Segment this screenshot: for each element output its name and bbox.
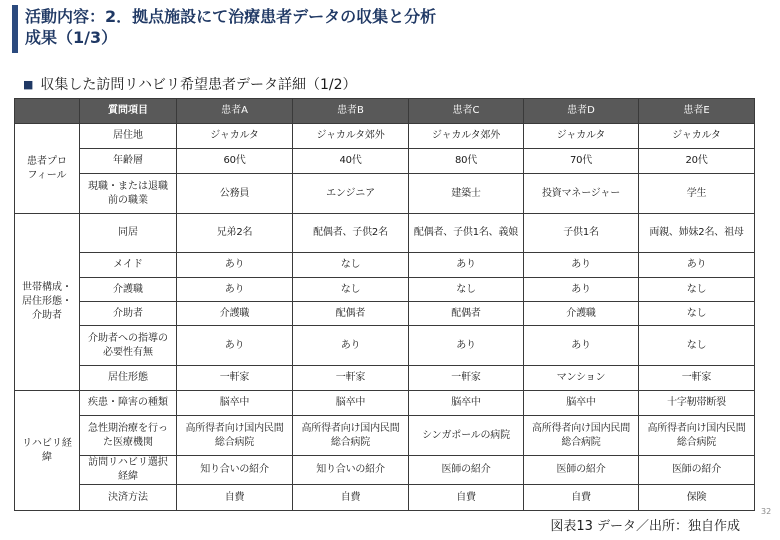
table-cell: 介護職 xyxy=(177,302,293,326)
table-cell: 70代 xyxy=(524,149,639,174)
table-row xyxy=(15,124,755,149)
table-cell: 配偶者、子供1名、義娘 xyxy=(409,214,524,253)
row-label: 介護職 xyxy=(80,278,177,302)
table-cell: 十字靭帯断裂 xyxy=(639,391,755,416)
row-label: 年齢層 xyxy=(80,149,177,174)
table-row xyxy=(15,485,755,511)
table-cell: なし xyxy=(639,278,755,302)
header-cell-category xyxy=(15,99,80,124)
table-body xyxy=(15,124,755,511)
table-cell: 医師の紹介 xyxy=(639,456,755,485)
table-header-row xyxy=(15,99,755,124)
table-cell: あり xyxy=(177,326,293,366)
table-cell: あり xyxy=(639,253,755,278)
table-cell: なし xyxy=(409,278,524,302)
row-label: 居住地 xyxy=(80,124,177,149)
table-cell: 一軒家 xyxy=(409,366,524,391)
table-cell: なし xyxy=(293,253,409,278)
table-cell: 医師の紹介 xyxy=(524,456,639,485)
section-heading-text: 収集した訪問リハビリ希望患者データ詳細（1/2） xyxy=(40,77,357,93)
table-cell: 高所得者向け国内民間 総合病院 xyxy=(524,416,639,456)
slide-title xyxy=(25,6,436,48)
table-cell: 一軒家 xyxy=(177,366,293,391)
table-cell: 脳卒中 xyxy=(524,391,639,416)
table-row xyxy=(15,366,755,391)
table-cell: 自費 xyxy=(409,485,524,511)
figure-caption: 図表13 データ／出所：独自作成 xyxy=(550,519,740,534)
table-cell: 高所得者向け国内民間 総合病院 xyxy=(177,416,293,456)
table-row xyxy=(15,253,755,278)
table-cell: 脳卒中 xyxy=(409,391,524,416)
table-cell: あり xyxy=(524,278,639,302)
table-cell: ジャカルタ郊外 xyxy=(293,124,409,149)
row-label: 急性期治療を行っ た医療機関 xyxy=(80,416,177,456)
table-row xyxy=(15,278,755,302)
title-line-2: 成果（1/3） xyxy=(25,28,118,47)
header-cell-patient: 患者D xyxy=(524,99,639,124)
table-cell: 一軒家 xyxy=(639,366,755,391)
category-cell: リハビリ経 緯 xyxy=(15,391,80,511)
table-cell: 学生 xyxy=(639,174,755,214)
table-cell: 高所得者向け国内民間 総合病院 xyxy=(639,416,755,456)
table-cell: エンジニア xyxy=(293,174,409,214)
row-label: 決済方法 xyxy=(80,485,177,511)
table-cell: 建築士 xyxy=(409,174,524,214)
table-cell: 80代 xyxy=(409,149,524,174)
table-cell: 公務員 xyxy=(177,174,293,214)
table-cell: あり xyxy=(409,326,524,366)
page-number: 32 xyxy=(761,507,772,516)
table-cell: ジャカルタ xyxy=(177,124,293,149)
table-cell: 子供1名 xyxy=(524,214,639,253)
table-cell: 高所得者向け国内民間 総合病院 xyxy=(293,416,409,456)
category-cell: 世帯構成・ 居住形態・ 介助者 xyxy=(15,214,80,391)
table-cell: 配偶者、子供2名 xyxy=(293,214,409,253)
header-cell-patient: 患者E xyxy=(639,99,755,124)
table-row xyxy=(15,302,755,326)
table-cell: ジャカルタ xyxy=(639,124,755,149)
category-cell: 患者プロ フィール xyxy=(15,124,80,214)
table-cell: 知り合いの紹介 xyxy=(293,456,409,485)
table-row xyxy=(15,416,755,456)
row-label: 介助者への指導の 必要性有無 xyxy=(80,326,177,366)
table-row xyxy=(15,326,755,366)
row-label: 疾患・障害の種類 xyxy=(80,391,177,416)
table-cell: 介護職 xyxy=(524,302,639,326)
table-row xyxy=(15,174,755,214)
title-accent-bar xyxy=(12,5,18,53)
table-cell: 60代 xyxy=(177,149,293,174)
table-cell: 自費 xyxy=(524,485,639,511)
table-cell: あり xyxy=(524,326,639,366)
table-cell: ジャカルタ xyxy=(524,124,639,149)
row-label: メイド xyxy=(80,253,177,278)
table-cell: 20代 xyxy=(639,149,755,174)
row-label: 訪問リハビリ選択 経緯 xyxy=(80,456,177,485)
header-cell-patient: 患者A xyxy=(177,99,293,124)
table-cell: あり xyxy=(177,278,293,302)
section-heading xyxy=(23,76,357,94)
row-label: 現職・または退職 前の職業 xyxy=(80,174,177,214)
table-cell: ジャカルタ郊外 xyxy=(409,124,524,149)
table-cell: あり xyxy=(177,253,293,278)
table-cell: 自費 xyxy=(177,485,293,511)
table-cell: あり xyxy=(524,253,639,278)
table-cell: なし xyxy=(639,326,755,366)
table-cell: 脳卒中 xyxy=(177,391,293,416)
table-cell: 投資マネージャー xyxy=(524,174,639,214)
title-line-1: 活動内容：2．拠点施設にて治療患者データの収集と分析 xyxy=(25,7,437,26)
row-label: 居住形態 xyxy=(80,366,177,391)
row-label: 同居 xyxy=(80,214,177,253)
table-cell: 配偶者 xyxy=(409,302,524,326)
table-cell: あり xyxy=(293,326,409,366)
table-row xyxy=(15,456,755,485)
table-cell: 40代 xyxy=(293,149,409,174)
patient-data-table xyxy=(14,98,755,511)
table-cell: シンガポールの病院 xyxy=(409,416,524,456)
header-cell-question: 質問項目 xyxy=(80,99,177,124)
table-cell: 医師の紹介 xyxy=(409,456,524,485)
table-cell: 知り合いの紹介 xyxy=(177,456,293,485)
table-cell: なし xyxy=(293,278,409,302)
table-cell: 自費 xyxy=(293,485,409,511)
table-cell: 一軒家 xyxy=(293,366,409,391)
table-cell: マンション xyxy=(524,366,639,391)
square-bullet-icon: ■ xyxy=(23,78,34,91)
table-cell: あり xyxy=(409,253,524,278)
table-cell: なし xyxy=(639,302,755,326)
row-label: 介助者 xyxy=(80,302,177,326)
table-cell: 両親、姉妹2名、祖母 xyxy=(639,214,755,253)
table-cell: 保険 xyxy=(639,485,755,511)
table-cell: 兄弟2名 xyxy=(177,214,293,253)
table-cell: 配偶者 xyxy=(293,302,409,326)
table-row xyxy=(15,214,755,253)
header-cell-patient: 患者B xyxy=(293,99,409,124)
table-row xyxy=(15,149,755,174)
table-cell: 脳卒中 xyxy=(293,391,409,416)
header-cell-patient: 患者C xyxy=(409,99,524,124)
table-row xyxy=(15,391,755,416)
